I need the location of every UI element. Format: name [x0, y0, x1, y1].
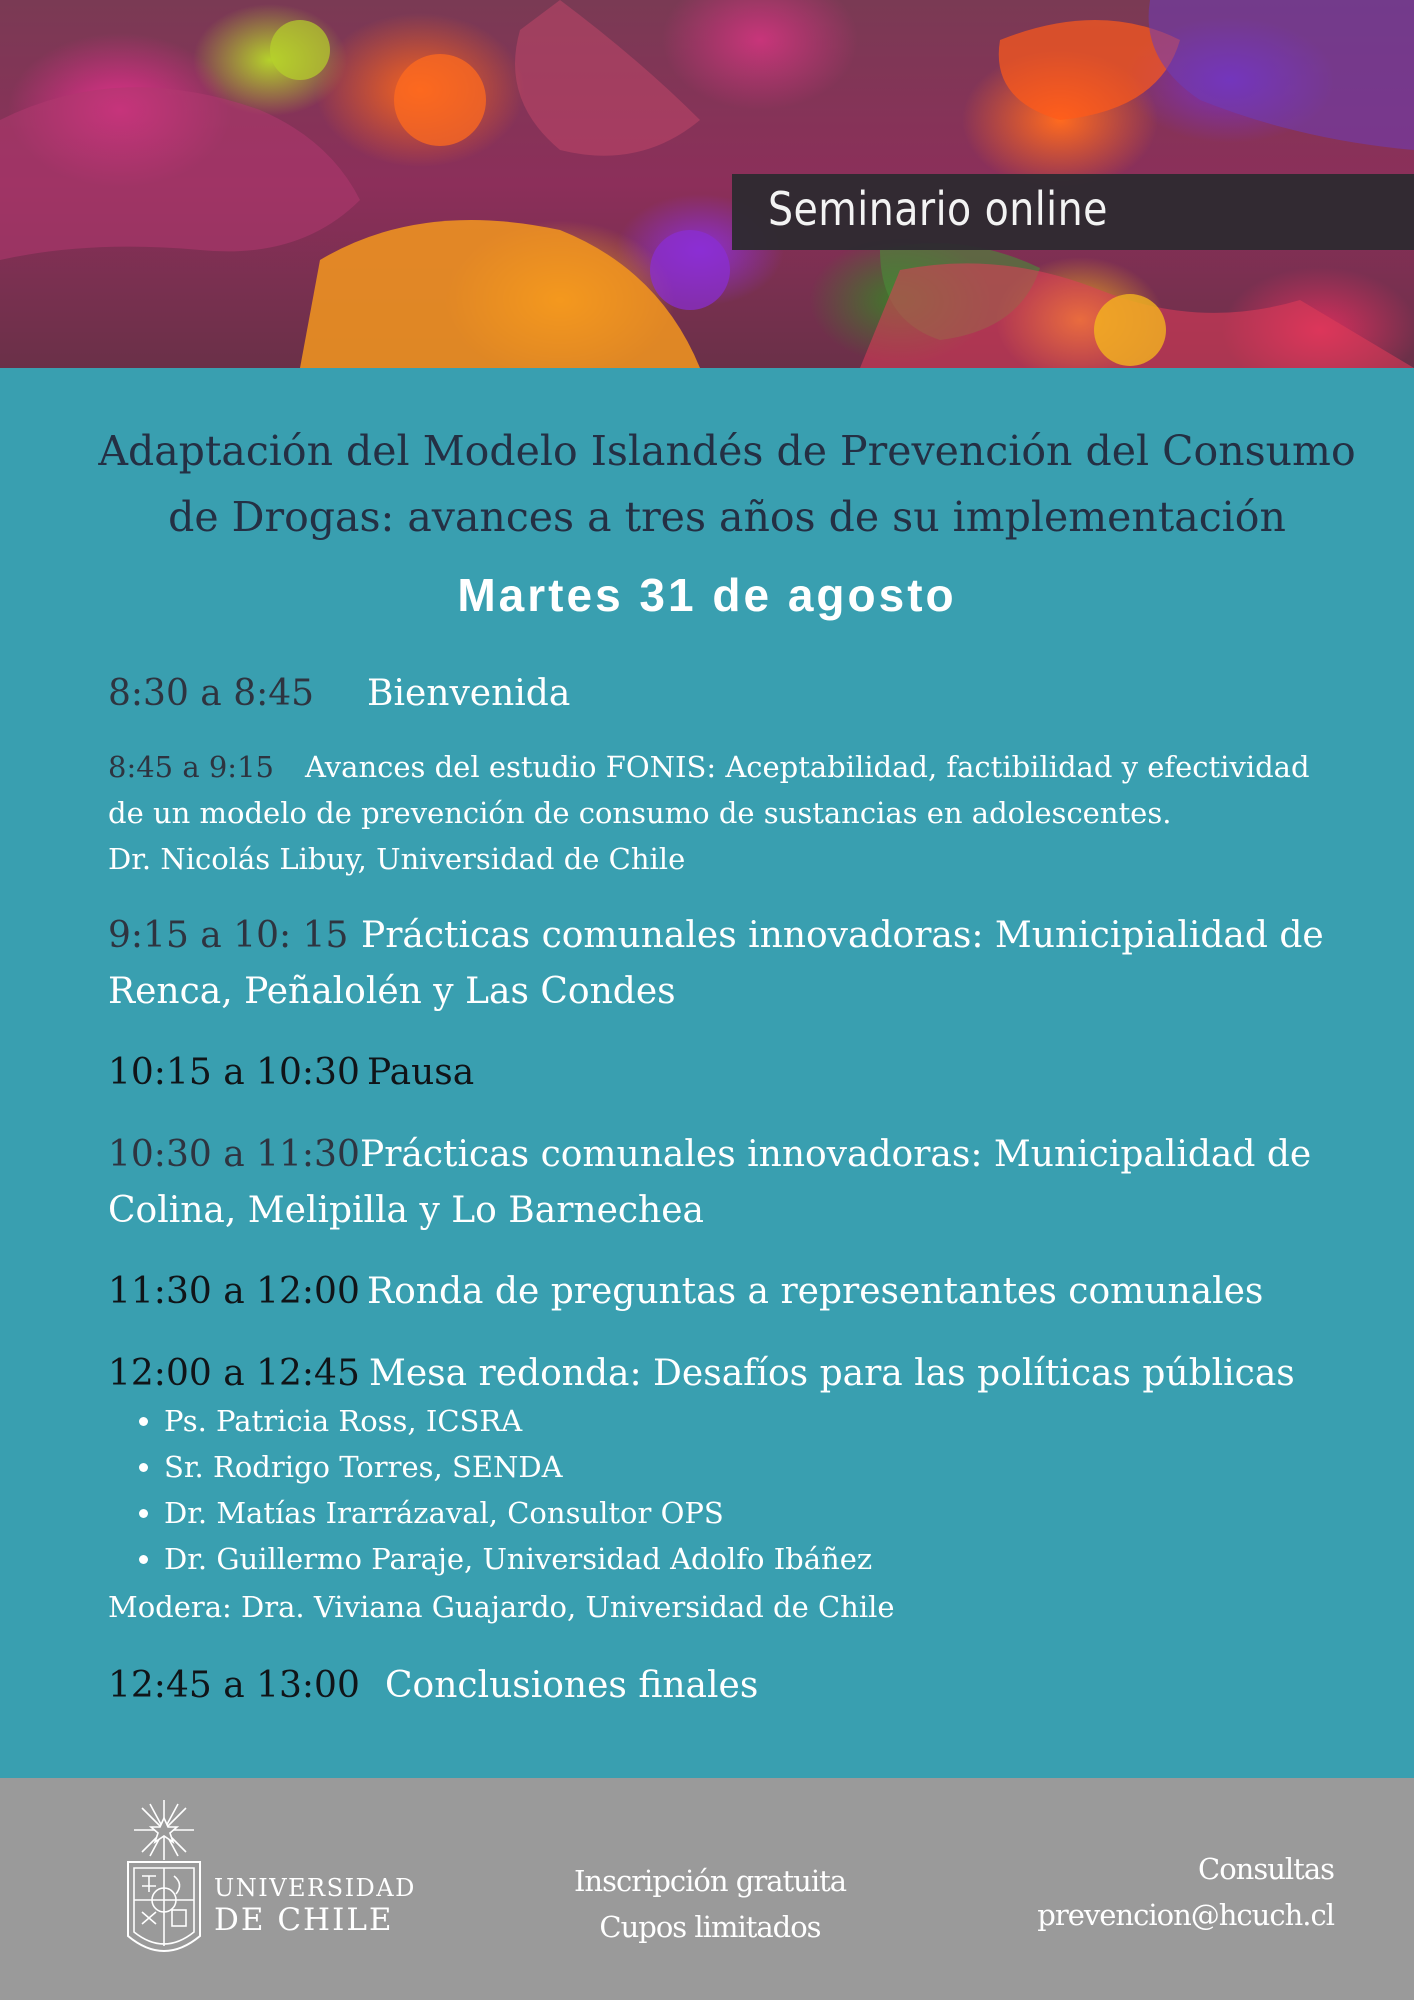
schedule-item [108, 666, 1348, 722]
registration-info: Inscripción gratuita Cupos limitados [573, 1864, 847, 1944]
schedule-title: Prácticas comunales innovadoras: Municipialidad de [361, 915, 1324, 956]
schedule-title: Avances del estudio FONIS: Aceptabilidad, factibilidad y efectividad [305, 750, 1310, 784]
schedule-title-continued: Colina, Melipilla y Lo Barnechea [108, 1190, 705, 1231]
schedule-time: 12:45 a 13:00 [108, 1665, 360, 1706]
schedule-title: Ronda de preguntas a representantes comunales [367, 1271, 1264, 1312]
seminar-badge-label: Seminario online [768, 182, 1108, 236]
schedule-title-continued: Renca, Peñalolén y Las Condes [108, 971, 676, 1012]
list-item: • Ps. Patricia Ross, ICSRA [164, 1398, 872, 1444]
schedule-time: 10:15 a 10:30 [108, 1052, 360, 1093]
schedule-item [108, 1346, 1348, 1402]
schedule-description: de un modelo de prevención de consumo de sustancias en adolescentes. [108, 796, 1172, 830]
hero-image [0, 0, 1414, 368]
schedule-time: 12:00 a 12:45 [108, 1353, 360, 1394]
contact-email-link[interactable]: prevencion@hcuch.cl [1037, 1898, 1334, 1932]
schedule-item [108, 1045, 1348, 1101]
seminar-badge [732, 174, 1414, 250]
schedule-title: Conclusiones finales [385, 1665, 759, 1706]
schedule-item [108, 744, 1348, 882]
panel-moderator: Modera: Dra. Viviana Guajardo, Universidad de Chile [108, 1590, 895, 1624]
schedule-time: 8:45 a 9:15 [108, 750, 274, 784]
list-item: • Sr. Rodrigo Torres, SENDA [164, 1444, 872, 1490]
list-item: • Dr. Guillermo Paraje, Universidad Adolfo Ibáñez [164, 1536, 872, 1582]
list-item: • Dr. Matías Irarrázaval, Consultor OPS [164, 1490, 872, 1536]
schedule-speaker: Dr. Nicolás Libuy, Universidad de Chile [108, 842, 686, 876]
schedule-time: 10:30 a 11:30 [108, 1134, 360, 1175]
event-date: Martes 31 de agosto [457, 569, 957, 621]
schedule-title: Mesa redonda: Desafíos para las políticas públicas [369, 1353, 1295, 1394]
schedule-time: 9:15 a 10: 15 [108, 915, 349, 956]
schedule-title: Prácticas comunales innovadoras: Municipalidad de [360, 1134, 1312, 1175]
schedule-item [108, 908, 1348, 1020]
schedule-item [108, 1658, 1348, 1714]
university-seal-icon [124, 1796, 204, 1962]
schedule-item [108, 1127, 1348, 1239]
schedule-title: Bienvenida [367, 673, 571, 714]
schedule-item [108, 1264, 1348, 1320]
contact-info: Consultas prevencion@hcuch.cl [1037, 1846, 1334, 1938]
schedule-time: 11:30 a 12:00 [108, 1271, 360, 1312]
panel-speakers-list [108, 1398, 872, 1582]
university-logo-text: UNIVERSIDAD DE CHILE [214, 1874, 416, 1938]
event-title: Adaptación del Modelo Islandés de Prevención del Consumo de Drogas: avances a tres años de su implementación [98, 427, 1356, 541]
schedule-time: 8:30 a 8:45 [108, 673, 315, 714]
footer [0, 1778, 1414, 2000]
schedule-title: Pausa [367, 1052, 475, 1093]
